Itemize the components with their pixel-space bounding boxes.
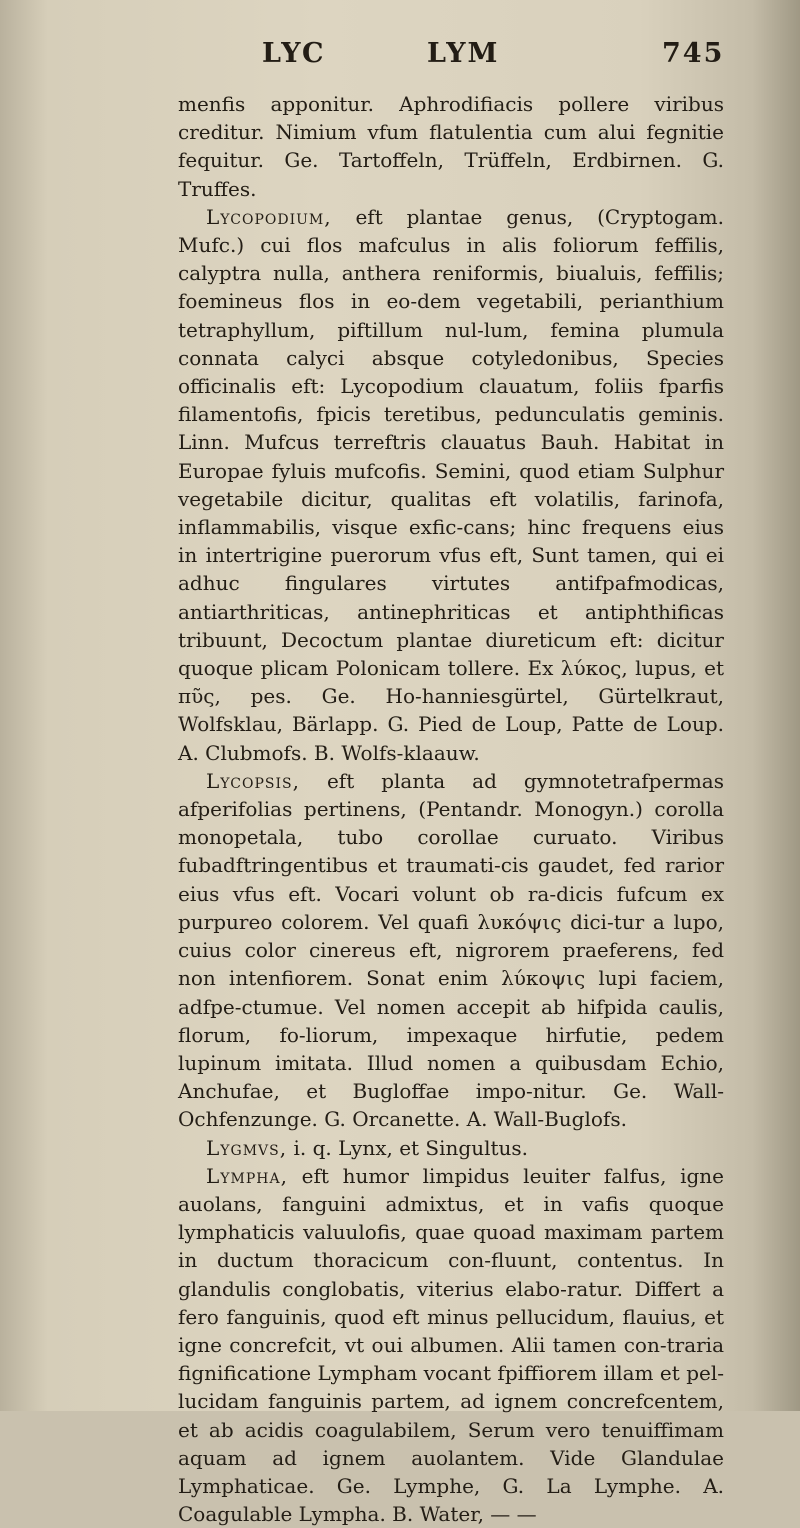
dictionary-text xyxy=(178,90,724,1528)
entry-body: eft plantae genus, (Cryptogam. Mufc.) cui flos mafculus in alis foliorum feffilis, calyptra nulla, anthera reniformis, biualuis, feffilis; foemineus flos in eo-dem vegetabili, perianthium tetraphyllum, piftillum nul-lum, femina plumula connata calyci absque cotyledonibus, Species officinalis eft: Lycopodium clauatum, foliis fparfis filamentofis, fpicis teretibus, pedunculatis geminis. Linn. Mufcus terreftris clauatus Bauh. Habitat in Europae fyluis mufcofis. Semini, quod etiam Sulphur vegetabile dicitur, qualitas eft volatilis, farinofa, inflammabilis, visque exfic-cans; hinc frequens eius in intertrigine puerorum vfus eft, Sunt tamen, qui ei adhuc fingulares virtutes antifpafmodicas, antiarthriticas, antinephriticas et antiphthificas tribuunt, Decoctum plantae diureticum eft: dicitur quoque plicam Polonicam tollere. Ex λύκος, lupus, et πῦς, pes. Ge. Ho-hanniesgürtel, Gürtelkraut, Wolfsklau, Bärlapp. G. Pied de Loup, Patte de Loup. A. Clubmofs. B. Wolfs-klaauw. xyxy=(178,204,724,765)
running-header xyxy=(262,38,725,78)
entry-lympha xyxy=(178,1162,724,1528)
entry-body: i. q. Lynx, et Singultus. xyxy=(293,1135,529,1160)
entry-body: menfis apponitur. Aphrodifiacis pollere viribus creditur. Nimium vfum flatulentia cum alui fegnitie fequitur. Ge. Tartoffeln, Trüffeln, Erdbirnen. G. Truffes. xyxy=(178,92,724,201)
entry-lygmus xyxy=(178,1134,724,1162)
entry-lycopsis xyxy=(178,767,724,1134)
header-left-word: LYC xyxy=(262,38,326,69)
entry-lemma: Lycopsis, xyxy=(206,768,300,793)
page-number: 745 xyxy=(662,38,725,69)
entry-body: eft humor limpidus leuiter falfus, igne auolans, fanguini admixtus, et in vafis quoque lymphaticis valuulofis, quae quoad maximam partem in ductum thoracicum con-fluunt, contentus. In glandulis conglobatis, viterius elabo-ratur. Differt a fero fanguinis, quod eft minus pellucidum, flauius, et igne concrefcit, vt oui albumen. Alii tamen con-traria fignificatione Lympham vocant fpiffiorem illam et pel-lucidam fanguinis partem, ad ignem concrefcentem, et ab acidis coagulabilem, Serum vero tenuiffimam aquam ad ignem auolantem. Vide Glandulae Lymphaticae. Ge. Lymphe, G. La Lymphe. A. Coagulable Lympha. B. Water, — — xyxy=(178,1163,725,1527)
entry-body: eft planta ad gymnotetrafpermas afperifolias pertinens, (Pentandr. Monogyn.) corolla monopetala, tubo corollae curuato. Viribus fubadftringentibus et traumati-cis gaudet, fed rarior eius vfus eft. Vocari volunt ob ra-dicis fufcum ex purpureo colorem. Vel quafi λυκόψις dici-tur a lupo, cuius color cinereus eft, nigrorem praeferens, fed non intenfiorem. Sonat enim λύκοψις lupi faciem, adfpe-ctumue. Vel nomen accepit ab hifpida caulis, florum, fo-liorum, impexaque hirfutie, pedem lupinum imitata. Illud nomen a quibusdam Echio, Anchufae, et Bugloffae impo-nitur. Ge. Wall-Ochfenzunge. G. Orcanette. A. Wall-Buglofs. xyxy=(178,768,724,1132)
entry-lemma: Lygmvs, xyxy=(206,1135,288,1160)
entry-lycopodium xyxy=(178,203,724,767)
header-middle-word: LYM xyxy=(427,38,500,69)
entry-continuation xyxy=(178,90,724,203)
entry-lemma: Lympha, xyxy=(206,1163,288,1188)
entry-lemma: Lycopodium, xyxy=(206,204,332,229)
